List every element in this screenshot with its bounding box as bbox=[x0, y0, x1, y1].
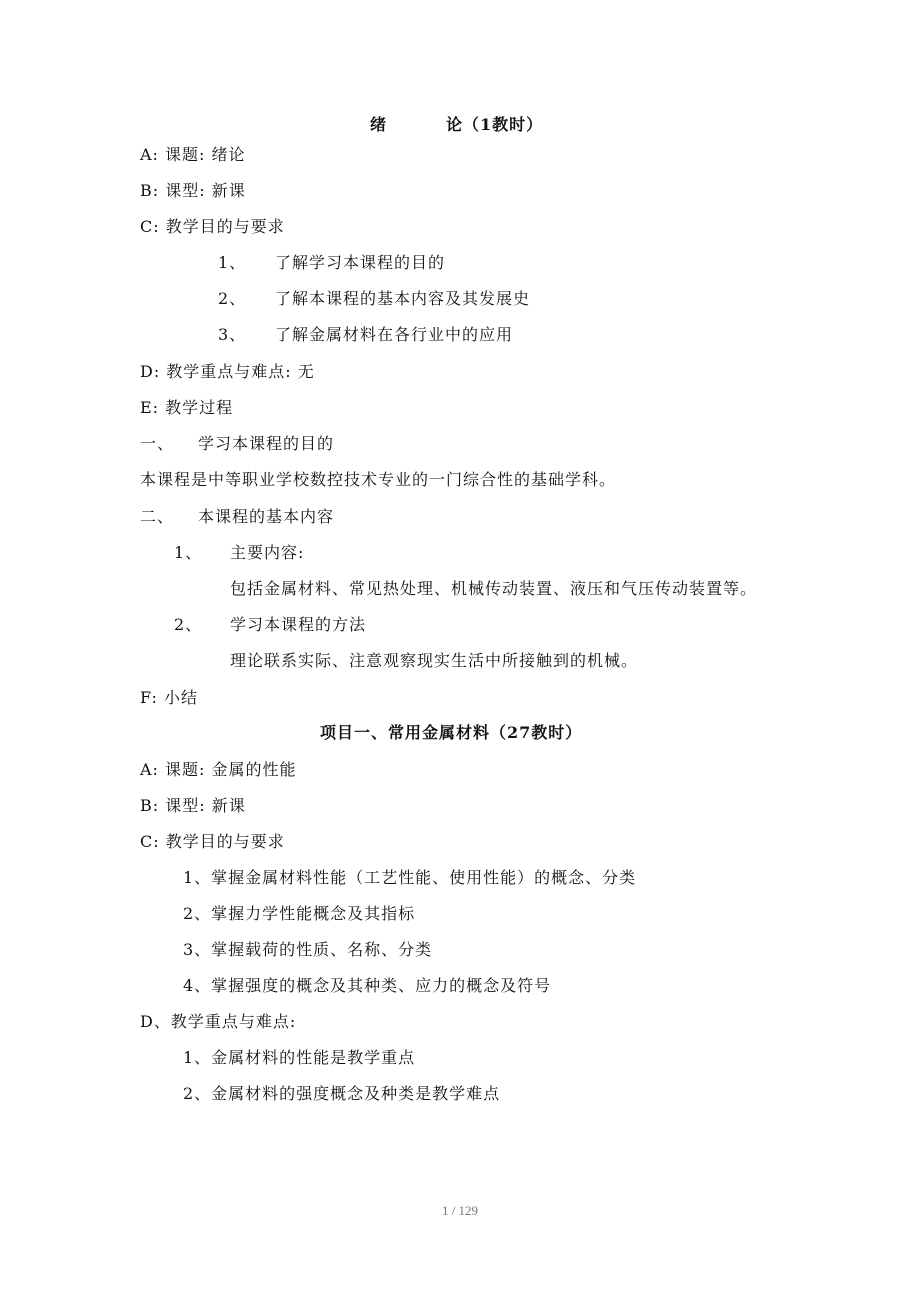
project-title: 项目一、常用金属材料（27教时） bbox=[320, 723, 583, 742]
goal-text: 了解本课程的基本内容及其发展史 bbox=[275, 289, 531, 308]
goal-number: 2、 bbox=[218, 289, 247, 308]
lesson-type-line: B: 课型: 新课 bbox=[140, 796, 246, 815]
key-point-item: 2、金属材料的强度概念及种类是教学难点 bbox=[183, 1084, 501, 1103]
part-number: 二、 bbox=[140, 507, 175, 526]
key-point-item: 1、金属材料的性能是教学重点 bbox=[183, 1048, 416, 1067]
key-points-line: D: 教学重点与难点: 无 bbox=[140, 362, 315, 381]
objective-item: 1、掌握金属材料性能（工艺性能、使用性能）的概念、分类 bbox=[183, 868, 637, 887]
page-number: 1 / 129 bbox=[441, 1203, 479, 1218]
objectives-heading: C: 教学目的与要求 bbox=[140, 832, 285, 851]
sub-heading: 学习本课程的方法 bbox=[230, 615, 367, 634]
goal-number: 3、 bbox=[218, 325, 247, 344]
sub-number: 2、 bbox=[174, 615, 203, 634]
objectives-heading: C: 教学目的与要求 bbox=[140, 217, 285, 236]
goal-text: 了解学习本课程的目的 bbox=[275, 253, 446, 272]
sub-heading: 主要内容: bbox=[230, 543, 305, 562]
section-title-left: 绪 bbox=[370, 115, 388, 134]
topic-line: A: 课题: 绪论 bbox=[140, 145, 246, 164]
summary-line: F: 小结 bbox=[140, 688, 199, 707]
sub-number: 1、 bbox=[174, 543, 203, 562]
objective-item: 4、掌握强度的概念及其种类、应力的概念及符号 bbox=[183, 976, 552, 995]
objective-item: 3、掌握载荷的性质、名称、分类 bbox=[183, 940, 433, 959]
part-heading: 本课程的基本内容 bbox=[198, 507, 335, 526]
part-number: 一、 bbox=[140, 434, 175, 453]
process-heading: E: 教学过程 bbox=[140, 398, 234, 417]
lesson-type-line: B: 课型: 新课 bbox=[140, 181, 246, 200]
sub-body: 包括金属材料、常见热处理、机械传动装置、液压和气压传动装置等。 bbox=[230, 579, 758, 598]
section-title-right: 论（1教时） bbox=[446, 115, 544, 134]
sub-body: 理论联系实际、注意观察现实生活中所接触到的机械。 bbox=[230, 651, 639, 670]
objective-item: 2、掌握力学性能概念及其指标 bbox=[183, 904, 416, 923]
topic-line: A: 课题: 金属的性能 bbox=[140, 760, 297, 779]
key-points-heading: D、教学重点与难点: bbox=[140, 1012, 297, 1031]
goal-text: 了解金属材料在各行业中的应用 bbox=[275, 325, 514, 344]
goal-number: 1、 bbox=[218, 253, 247, 272]
part-heading: 学习本课程的目的 bbox=[198, 434, 335, 453]
part-body: 本课程是中等职业学校数控技术专业的一门综合性的基础学科。 bbox=[140, 470, 617, 489]
